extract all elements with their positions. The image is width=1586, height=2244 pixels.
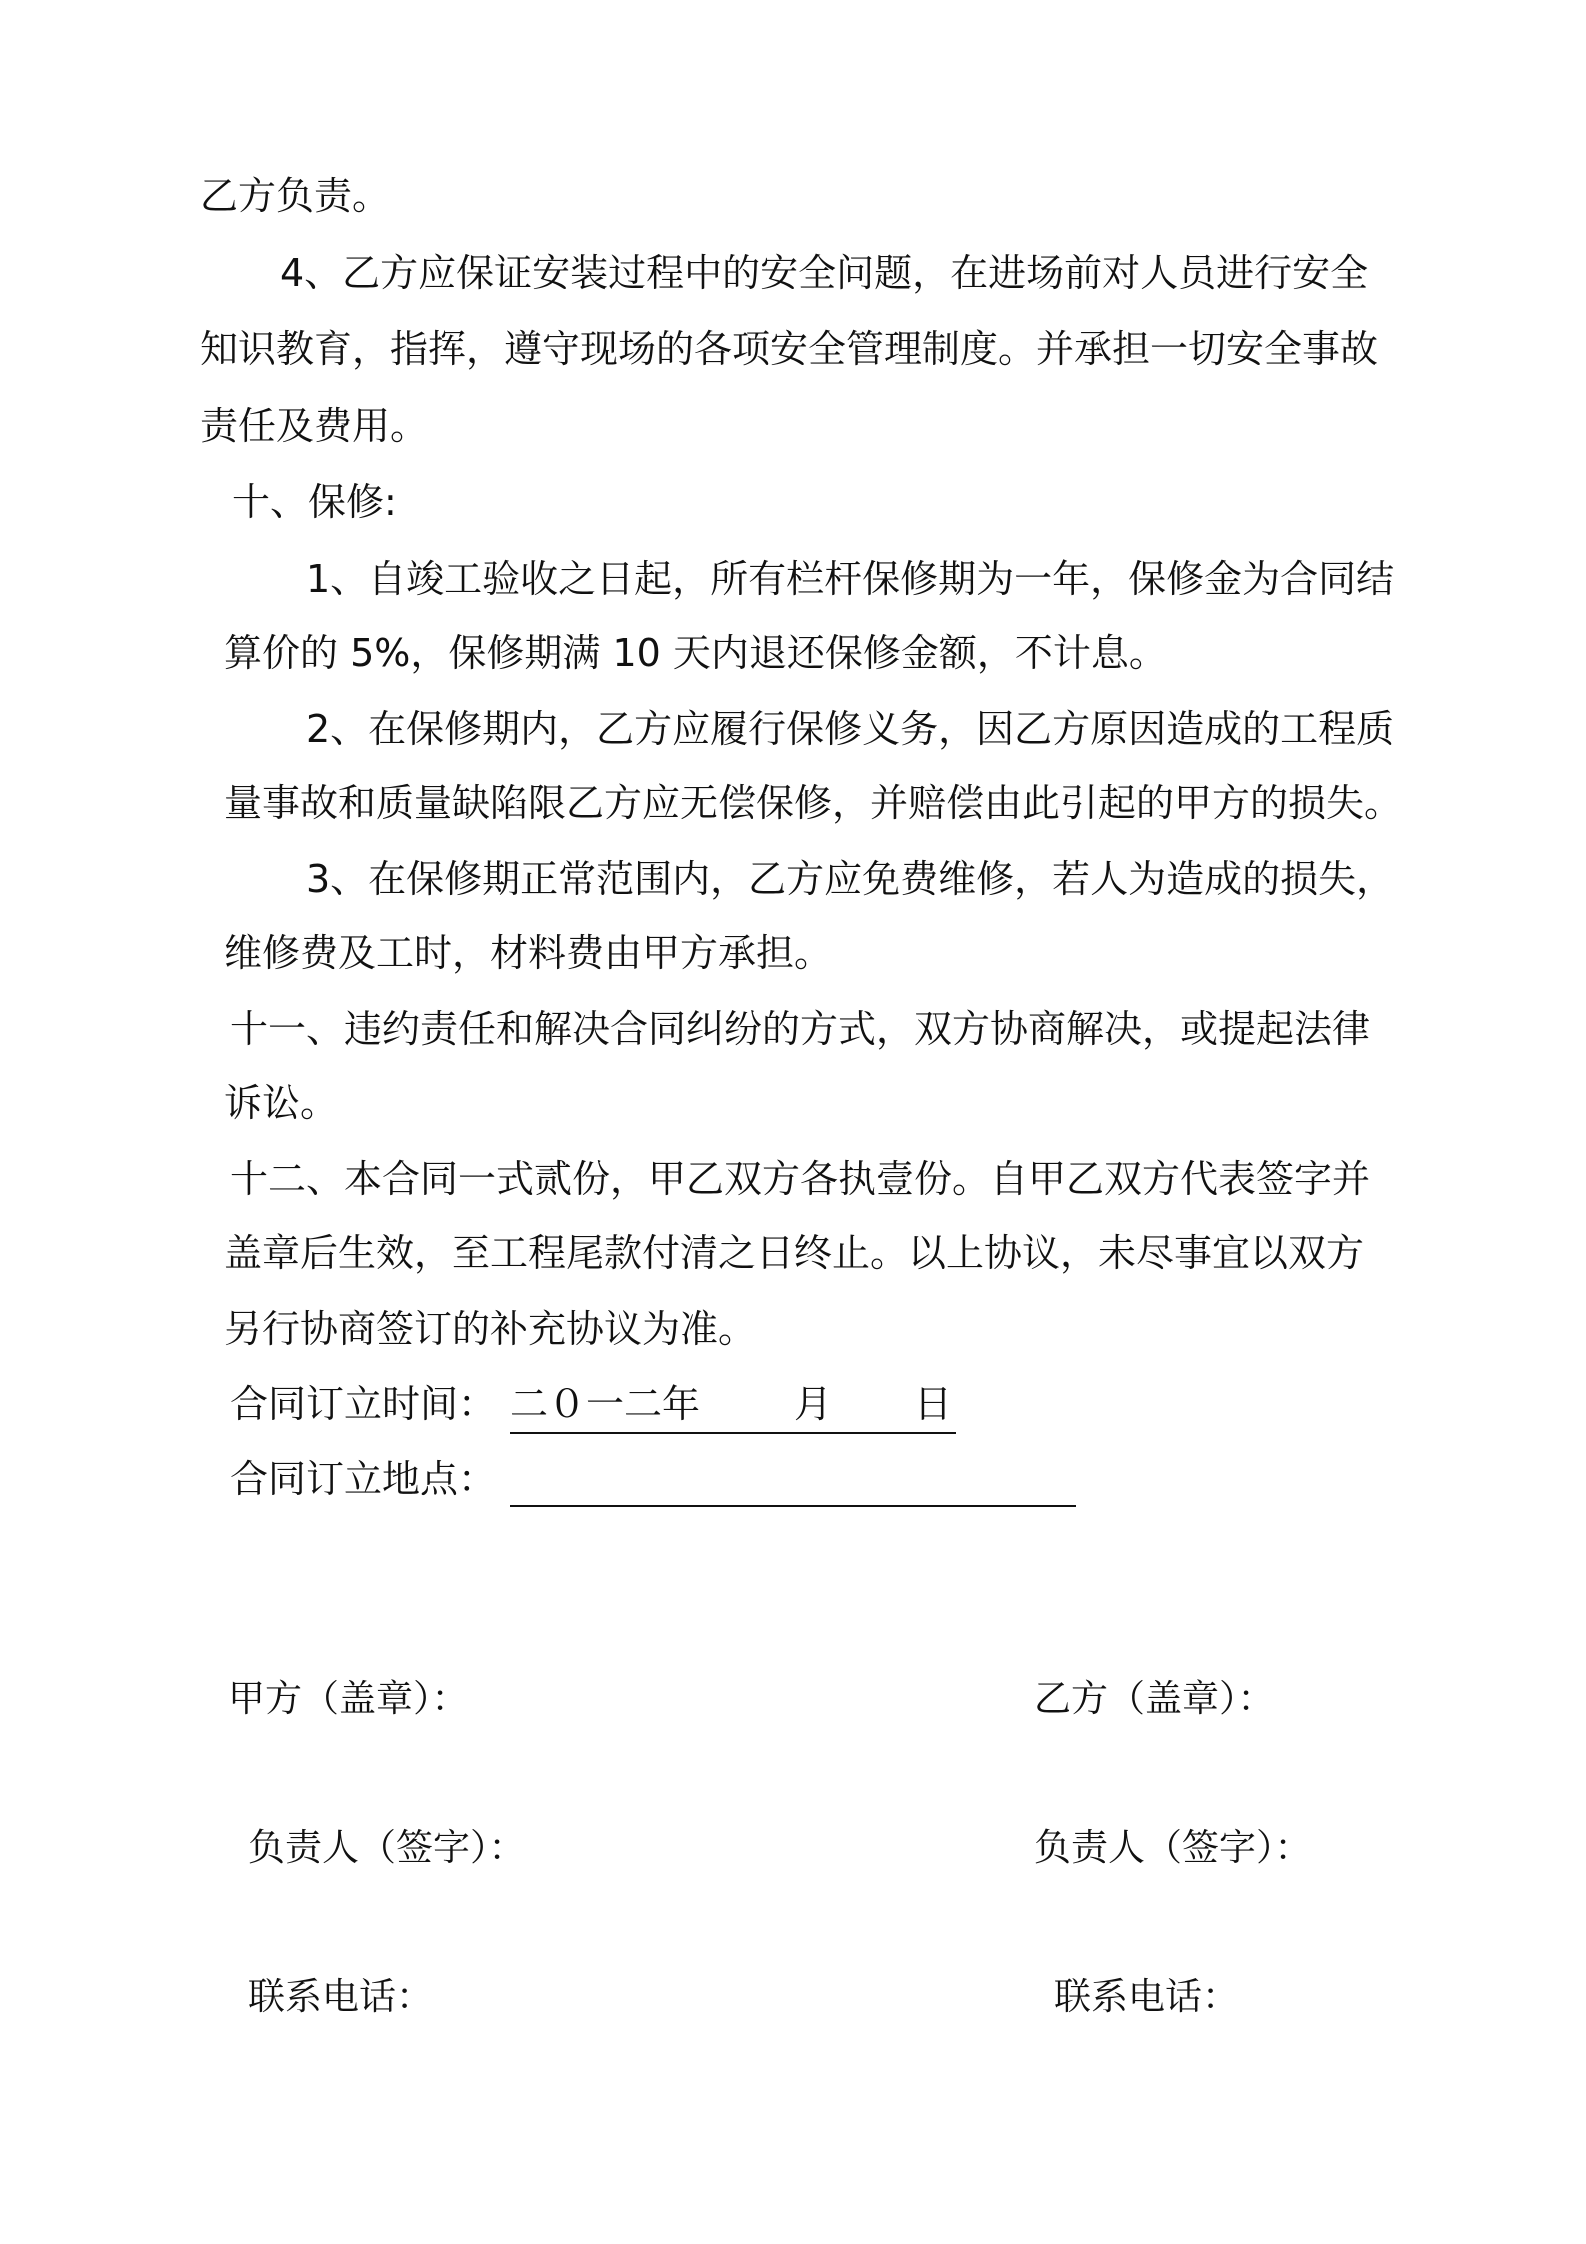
party-a-signer-label: 负责人（签字）： — [248, 1826, 526, 1869]
body-line: 乙方负责。 — [200, 174, 391, 218]
section-heading: 十二、本合同一式贰份，甲乙双方各执壹份。自甲乙双方代表签字并 — [230, 1157, 1371, 1201]
body-line: 知识教育，指挥，遵守现场的各项安全管理制度。并承担一切安全事故 — [200, 327, 1379, 371]
contract-date-year: 二０一二年 — [510, 1382, 701, 1426]
body-line: 维修费及工时，材料费由甲方承担。 — [224, 931, 833, 975]
body-line: 责任及费用。 — [200, 404, 429, 448]
body-line: 1、自竣工验收之日起，所有栏杆保修期为一年，保修金为合同结 — [306, 557, 1395, 601]
body-line: 算价的 5%，保修期满 10 天内退还保修金额，不计息。 — [224, 631, 1167, 675]
body-line: 另行协商签订的补充协议为准。 — [224, 1307, 757, 1351]
party-b-signer-label: 负责人（签字）： — [1034, 1826, 1312, 1869]
contract-date-day: 日 — [914, 1382, 953, 1426]
section-heading: 十、保修: — [232, 480, 397, 524]
contract-place-label: 合同订立地点： — [230, 1457, 497, 1501]
contract-date-label: 合同订立时间： — [230, 1382, 497, 1426]
body-line: 盖章后生效，至工程尾款付清之日终止。以上协议，未尽事宜以双方 — [224, 1231, 1365, 1275]
body-line: 诉讼。 — [224, 1081, 339, 1125]
party-b-seal-label: 乙方（盖章）： — [1034, 1677, 1275, 1720]
body-line: 3、在保修期正常范围内，乙方应免费维修，若人为造成的损失， — [306, 857, 1395, 901]
contract-date-value — [510, 1378, 956, 1430]
body-line: 4、乙方应保证安装过程中的安全问题，在进场前对人员进行安全 — [280, 251, 1369, 295]
party-a-seal-label: 甲方（盖章）： — [228, 1677, 469, 1720]
body-line: 量事故和质量缺陷限乙方应无偿保修，并赔偿由此引起的甲方的损失。 — [224, 781, 1403, 825]
body-line: 2、在保修期内，乙方应履行保修义务，因乙方原因造成的工程质 — [306, 707, 1395, 751]
party-b-phone-label: 联系电话： — [1054, 1975, 1239, 2018]
contract-date-underline — [510, 1432, 956, 1434]
contract-date-month: 月 — [794, 1382, 833, 1426]
party-a-phone-label: 联系电话： — [248, 1975, 433, 2018]
section-heading: 十一、违约责任和解决合同纠纷的方式，双方协商解决，或提起法律 — [230, 1007, 1371, 1051]
contract-place-underline — [510, 1505, 1076, 1507]
